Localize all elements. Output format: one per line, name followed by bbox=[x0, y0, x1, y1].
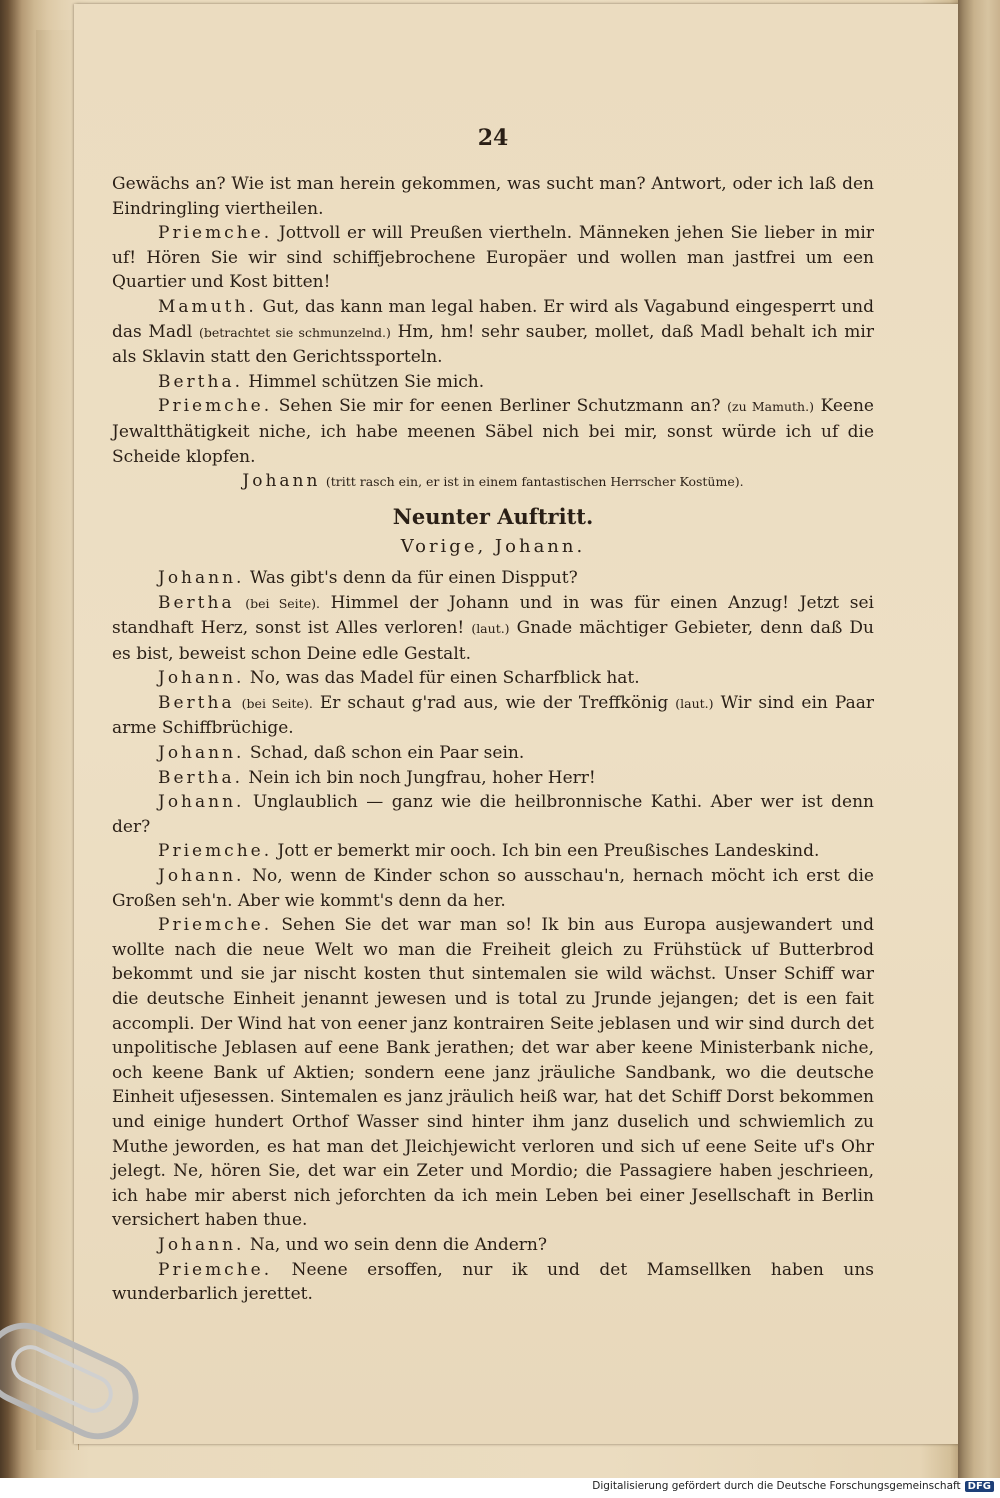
speaker-name: Johann. bbox=[158, 866, 245, 887]
dialogue-paragraph bbox=[112, 913, 874, 1233]
dialogue-paragraph bbox=[112, 666, 874, 691]
act-persons: Vorige, Johann. bbox=[400, 536, 586, 558]
dialogue-text: No, wenn de Kinder schon so ausschau'n, hernach möcht ich erst die Großen seh'n. Aber wie kommt's denn da her. bbox=[112, 866, 874, 911]
dialogue-text: Schad, daß schon ein Paar sein. bbox=[244, 743, 525, 764]
dialogue-paragraph bbox=[112, 295, 874, 370]
page-text bbox=[112, 126, 874, 1307]
dialogue-text: Himmel schützen Sie mich. bbox=[243, 371, 485, 392]
dialogue-paragraph bbox=[112, 370, 874, 395]
dialogue-text: Jottvoll er will Preußen viertheln. Männeken jehen Sie lieber in mir uf! Hören Sie wir sind schiffjebrochene Europäer und wollen man jastfrei um een Quartier und Kost bitten! bbox=[112, 223, 874, 293]
dialogue-paragraph bbox=[112, 790, 874, 839]
stage-direction-line bbox=[112, 469, 874, 495]
text-section-1 bbox=[112, 172, 874, 495]
dialogue-text bbox=[235, 593, 246, 613]
dialogue-text: Wir sind ein Paar arme Schiffbrüchige. bbox=[112, 692, 874, 739]
speaker-name: Bertha. bbox=[158, 767, 243, 788]
dialogue-paragraph bbox=[112, 839, 874, 864]
speaker-name: Bertha bbox=[158, 592, 235, 613]
speaker-name: Johann. bbox=[158, 668, 245, 689]
speaker-name: Johann. bbox=[158, 792, 245, 813]
stage-direction: (tritt rasch ein, er ist in einem fantastischen Herrscher Kostüme). bbox=[325, 474, 744, 490]
dialogue-text: Gnade mächtiger Gebieter, denn daß Du es bist, beweist schon Deine edle Gestalt. bbox=[112, 618, 874, 664]
speaker-name: Johann. bbox=[158, 743, 245, 764]
speaker-name: Johann. bbox=[158, 1234, 245, 1255]
speaker-name: Johann. bbox=[158, 567, 245, 588]
left-page-edge bbox=[36, 30, 79, 1450]
footer-credit bbox=[592, 1480, 994, 1492]
speaker-name: Mamuth. bbox=[158, 296, 257, 317]
stage-direction: (betrachtet sie schmunzelnd.) bbox=[199, 324, 391, 340]
dialogue-paragraph bbox=[112, 221, 874, 295]
stage-direction: (laut.) bbox=[675, 695, 714, 711]
dialogue-text: Sehen Sie mir for eenen Berliner Schutzmann an? bbox=[272, 396, 728, 417]
dialogue-paragraph bbox=[112, 172, 874, 221]
footer-credit-text: Digitalisierung gefördert durch die Deutsche Forschungsgemeinschaft bbox=[592, 1480, 961, 1492]
dialogue-text: Gewächs an? Wie ist man herein gekommen, was sucht man? Antwort, oder ich laß den Eindringling viertheilen. bbox=[112, 174, 874, 219]
dialogue-paragraph bbox=[112, 566, 874, 591]
dialogue-paragraph bbox=[112, 394, 874, 469]
dialogue-text bbox=[235, 693, 242, 713]
speaker-name: Priemche. bbox=[158, 915, 273, 936]
speaker-name: Priemche. bbox=[158, 396, 273, 417]
dialogue-text: Keene Jewaltthätigkeit niche, ich habe meenen Säbel nich bei mir, sonst würde ich uf die Scheide klopfen. bbox=[112, 396, 874, 467]
dialogue-text: Was gibt's denn da für einen Dispput? bbox=[244, 567, 578, 588]
speaker-name: Priemche. bbox=[158, 223, 273, 244]
speaker-name: Johann bbox=[242, 471, 321, 492]
speaker-name: Priemche. bbox=[158, 841, 273, 862]
speaker-name: Priemche. bbox=[158, 1259, 273, 1280]
stage-direction: (bei Seite). bbox=[245, 595, 320, 611]
dialogue-paragraph bbox=[112, 766, 874, 791]
page-number: 24 bbox=[477, 125, 509, 151]
dfg-logo: DFG bbox=[965, 1481, 994, 1492]
dialogue-paragraph bbox=[112, 691, 874, 741]
dialogue-text: Na, und wo sein denn die Andern? bbox=[244, 1234, 547, 1255]
right-page-edge bbox=[958, 0, 1000, 1478]
dialogue-text: Himmel der Johann und in was für einen Anzug! Jetzt sei standhaft Herz, sonst ist Alles verloren! bbox=[112, 592, 874, 639]
stage-direction: (zu Mamuth.) bbox=[727, 399, 814, 415]
dialogue-paragraph bbox=[112, 1233, 874, 1258]
text-section-2 bbox=[112, 566, 874, 1307]
speaker-name: Bertha bbox=[158, 692, 235, 713]
stage-direction: (bei Seite). bbox=[241, 695, 313, 711]
dialogue-text: Sehen Sie det war man so! Ik bin aus Europa ausjewandert und wollte nach die neue Welt wo man die Freiheit gleich zu Frühstück uf Butterbrod bekommt und sie jar nischt kosten thut sintemalen sie wild wächst. Unser Schiff war die deutsche Einheit jenannt jewesen und is total zu Jrunde jejangen; det is een fait accompli. Der Wind hat von eener janz kontrairen Seite jeblasen und wir sind durch det unpolitische Jeblasen auf eene Bank jerathen; det war aber keene Ministerbank niche, och keene Bank uf Aktien; sondern eene janz jräuliche Sandbank, wo die deutsche Einheit ufjesessen. Sintemalen es janz jräulich heiß war, hat det Schiff Dorst bekommen und einige hundert Orthof Wasser sind hinter ihm janz duselich und schwiemlich zu Muthe jeworden, es hat man det Jleichjewicht verloren und sich uf eene Seite uf's Ohr jelegt. Ne, hören Sie, det war ein Zeter und Mordio; die Passagiere haben jeschrieen, ich habe mir aberst nich jeforchten da ich mein Leben bei einer Jesellschaft in Berlin versichert haben thue. bbox=[112, 915, 874, 1231]
dialogue-text: Jott er bemerkt mir ooch. Ich bin een Preußisches Landeskind. bbox=[272, 841, 820, 862]
speaker-name: Bertha. bbox=[158, 371, 243, 392]
stage-direction: (laut.) bbox=[471, 621, 510, 637]
dialogue-text: Hm, hm! sehr sauber, mollet, daß Madl behalt ich mir als Sklavin statt den Gerichtssporteln. bbox=[112, 321, 874, 368]
dialogue-text: No, was das Madel für einen Scharfblick hat. bbox=[244, 668, 640, 689]
act-heading: Neunter Auftritt. bbox=[392, 503, 594, 529]
dialogue-text: Gut, das kann man legal haben. Er wird als Vagabund eingesperrt und das Madl bbox=[112, 296, 874, 342]
dialogue-paragraph bbox=[112, 1258, 874, 1307]
dialogue-text: Er schaut g'rad aus, wie der Treffkönig bbox=[312, 692, 676, 713]
dialogue-text: Unglaublich — ganz wie die heilbronnische Kathi. Aber wer ist denn der? bbox=[112, 792, 874, 837]
dialogue-paragraph bbox=[112, 741, 874, 766]
dialogue-text: Nein ich bin noch Jungfrau, hoher Herr! bbox=[243, 767, 596, 788]
dialogue-paragraph bbox=[112, 591, 874, 667]
dialogue-paragraph bbox=[112, 864, 874, 913]
dialogue-text: Neene ersoffen, nur ik und det Mamsellken haben uns wunderbarlich jerettet. bbox=[112, 1259, 874, 1305]
